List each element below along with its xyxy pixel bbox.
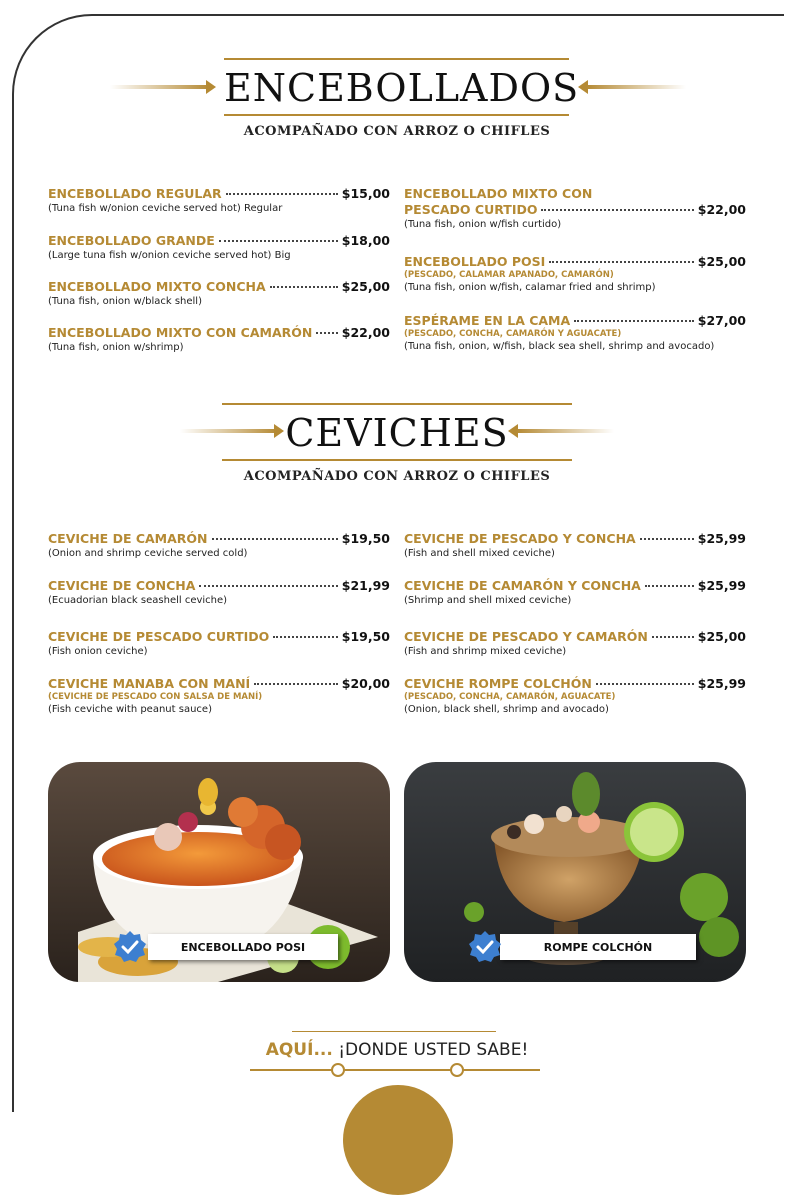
title-rule-top [224, 58, 569, 60]
footer-semicircle [343, 1085, 453, 1195]
item-name: ENCEBOLLADO GRANDE [48, 233, 215, 248]
encebollados-header [0, 58, 794, 118]
item-description: (Tuna fish, onion, w/fish, black sea shell, shrimp and avocado) [404, 341, 715, 352]
menu-item [48, 279, 390, 307]
title-rule-bottom [224, 114, 569, 116]
arrow-decoration [516, 429, 614, 433]
menu-item [48, 531, 390, 559]
photo-caption: ENCEBOLLADO POSI [148, 934, 338, 960]
photo-rompe-colchon [404, 762, 746, 982]
item-price: $25,00 [697, 629, 746, 644]
item-price: $22,00 [341, 325, 390, 340]
item-price: $25,00 [697, 254, 746, 269]
footer-dot [450, 1063, 464, 1077]
menu-item [404, 676, 746, 715]
item-description: (Tuna fish, onion w/shrimp) [48, 342, 184, 353]
slogan-highlight: AQUÍ... [265, 1040, 333, 1060]
item-description: (Onion and shrimp ceviche served cold) [48, 548, 248, 559]
item-description: (Fish onion ceviche) [48, 646, 148, 657]
item-description: (Fish ceviche with peanut sauce) [48, 704, 212, 715]
arrow-decoration [586, 85, 686, 89]
item-name: ENCEBOLLADO MIXTO CON CAMARÓN [48, 325, 313, 340]
item-price: $21,99 [341, 578, 390, 593]
item-description: (Ecuadorian black seashell ceviche) [48, 595, 228, 606]
footer-slogan [0, 1040, 794, 1060]
item-name: ESPÉRAME EN LA CAMA [404, 313, 571, 328]
item-price: $27,00 [697, 313, 746, 328]
footer-dot [331, 1063, 345, 1077]
menu-item [404, 186, 746, 230]
item-price: $22,00 [697, 202, 746, 217]
menu-item [404, 531, 746, 559]
title-rule-top [222, 403, 572, 405]
menu-item [48, 325, 390, 353]
item-name: PESCADO CURTIDO [404, 202, 538, 217]
item-name: CEVICHE DE PESCADO CURTIDO [48, 629, 270, 644]
slogan-text: ¡DONDE USTED SABE! [332, 1040, 529, 1060]
item-description: (Shrimp and shell mixed ceviche) [404, 595, 572, 606]
item-name: ENCEBOLLADO POSI [404, 254, 546, 269]
item-description: (Tuna fish, onion w/black shell) [48, 296, 202, 307]
item-price: $19,50 [341, 629, 390, 644]
photo-encebollado-posi [48, 762, 390, 982]
item-name: ENCEBOLLADO MIXTO CONCHA [48, 279, 266, 294]
section-title: CEVICHES [285, 411, 509, 455]
item-price: $20,00 [341, 676, 390, 691]
item-subtitle: (CEVICHE DE PESCADO CON SALSA DE MANÍ) [48, 692, 263, 702]
section-subtitle: ACOMPAÑADO CON ARROZ O CHIFLES [243, 469, 551, 484]
menu-item [48, 629, 390, 657]
item-name: CEVICHE DE CAMARÓN [48, 531, 208, 546]
ceviches-header [0, 403, 794, 463]
menu-item [404, 578, 746, 606]
item-description: (Large tuna fish w/onion ceviche served hot) Big [48, 250, 291, 261]
item-price: $25,99 [697, 676, 746, 691]
item-description: (Fish and shell mixed ceviche) [404, 548, 555, 559]
verified-check-icon [113, 930, 147, 964]
section-subtitle: ACOMPAÑADO CON ARROZ O CHIFLES [243, 124, 551, 139]
item-name: CEVICHE DE CAMARÓN Y CONCHA [404, 578, 641, 593]
item-name: CEVICHE MANABA CON MANÍ [48, 676, 251, 691]
item-subtitle: (PESCADO, CONCHA, CAMARÓN, AGUACATE) [404, 692, 616, 702]
footer-rule-top [292, 1031, 496, 1032]
item-name: CEVICHE DE PESCADO Y CONCHA [404, 531, 636, 546]
item-price: $25,00 [341, 279, 390, 294]
item-price: $18,00 [341, 233, 390, 248]
item-description: (Tuna fish w/onion ceviche served hot) Regular [48, 203, 283, 214]
menu-item [48, 233, 390, 261]
menu-item [404, 313, 746, 352]
item-name: ENCEBOLLADO REGULAR [48, 186, 222, 201]
menu-item [404, 629, 746, 657]
item-name: CEVICHE ROMPE COLCHÓN [404, 676, 592, 691]
item-name-line1: ENCEBOLLADO MIXTO CON [404, 186, 593, 201]
item-name: CEVICHE DE PESCADO Y CAMARÓN [404, 629, 648, 644]
arrow-decoration [110, 85, 210, 89]
menu-item [48, 676, 390, 715]
menu-item [404, 254, 746, 293]
item-subtitle: (PESCADO, CALAMAR APANADO, CAMARÓN) [404, 270, 614, 280]
item-price: $25,99 [697, 578, 746, 593]
menu-item [48, 578, 390, 606]
item-price: $15,00 [341, 186, 390, 201]
item-description: (Tuna fish, onion w/fish curtido) [404, 219, 562, 230]
menu-item [48, 186, 390, 214]
item-name: CEVICHE DE CONCHA [48, 578, 196, 593]
item-description: (Onion, black shell, shrimp and avocado) [404, 704, 609, 715]
item-description: (Fish and shrimp mixed ceviche) [404, 646, 567, 657]
section-title: ENCEBOLLADOS [224, 66, 580, 110]
item-price: $19,50 [341, 531, 390, 546]
item-subtitle: (PESCADO, CONCHA, CAMARÓN Y AGUACATE) [404, 329, 622, 339]
title-rule-bottom [222, 459, 572, 461]
arrow-head-right [206, 80, 216, 94]
photo-caption: ROMPE COLCHÓN [500, 934, 696, 960]
item-price: $25,99 [697, 531, 746, 546]
verified-check-icon [468, 930, 502, 964]
footer-rule-bottom [250, 1069, 540, 1071]
item-description: (Tuna fish, onion w/fish, calamar fried and shrimp) [404, 282, 656, 293]
